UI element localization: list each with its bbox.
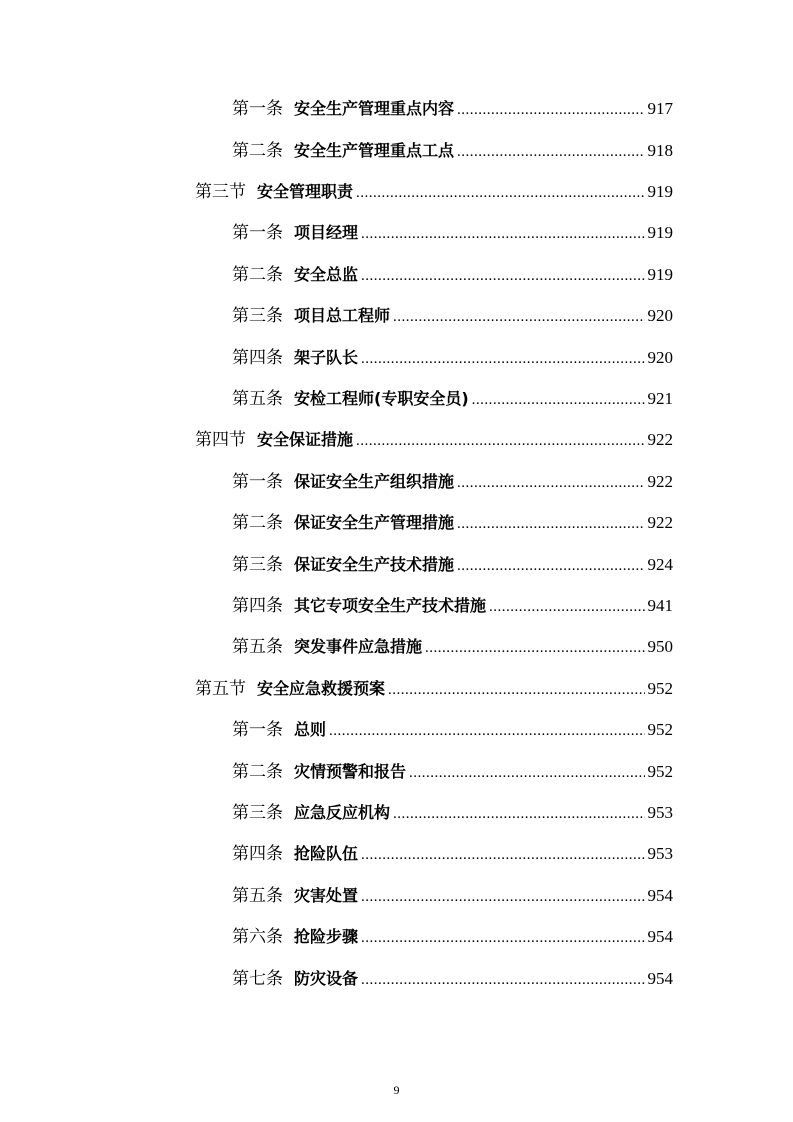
toc-entry[interactable] <box>232 222 673 245</box>
toc-entry-title: 其它专项安全生产技术措施 <box>294 596 487 615</box>
toc-entry-title: 抢险队伍 <box>294 844 359 863</box>
toc-entry-title: 突发事件应急措施 <box>294 637 423 656</box>
toc-entry-title: 抢险步骤 <box>294 927 359 946</box>
toc-entry-number: 第四条 <box>232 596 283 616</box>
toc-entry-title: 架子队长 <box>294 348 359 367</box>
toc-entry[interactable] <box>195 678 673 701</box>
toc-entry-page: 953 <box>647 803 673 822</box>
dot-leader <box>472 389 645 411</box>
toc-entry-number: 第一条 <box>232 472 283 492</box>
toc-entry-number: 第四节 <box>195 430 246 450</box>
dot-leader <box>457 99 644 121</box>
toc-entry-number: 第五条 <box>232 637 283 657</box>
toc-entry-title: 安全应急救援预案 <box>257 679 386 698</box>
toc-entry[interactable] <box>232 885 673 908</box>
toc-entry[interactable] <box>232 471 673 494</box>
toc-entry-page: 954 <box>647 927 673 946</box>
toc-entry-number: 第三条 <box>232 306 283 326</box>
dot-leader <box>457 472 644 494</box>
toc-entry-title: 灾情预警和报告 <box>294 762 407 781</box>
toc-entry[interactable] <box>232 968 673 991</box>
toc-entry-page: 954 <box>647 969 673 988</box>
dot-leader <box>361 844 644 866</box>
toc-entry[interactable] <box>232 264 673 287</box>
toc-entry-title: 安全生产管理重点工点 <box>294 141 455 160</box>
dot-leader <box>457 555 644 577</box>
toc-entry[interactable] <box>195 181 673 204</box>
toc-entry-page: 950 <box>647 637 673 656</box>
toc-entry-page: 917 <box>647 99 673 118</box>
page-number: 9 <box>393 1083 400 1097</box>
toc-entry-title: 安检工程师(专职安全员) <box>294 389 469 408</box>
toc-entry-page: 920 <box>647 348 673 367</box>
dot-leader <box>356 182 644 204</box>
toc-entry[interactable] <box>232 719 673 742</box>
toc-entry-title: 总则 <box>294 720 327 739</box>
toc-entry-number: 第三条 <box>232 555 283 575</box>
toc-entry-number: 第四条 <box>232 844 283 864</box>
toc-entry-page: 922 <box>647 513 673 532</box>
dot-leader <box>457 513 644 535</box>
dot-leader <box>425 637 644 659</box>
toc-entry-page: 954 <box>647 886 673 905</box>
toc-entry-title: 安全管理职责 <box>257 182 354 201</box>
dot-leader <box>393 306 644 328</box>
dot-leader <box>409 762 644 784</box>
toc-entry-title: 项目总工程师 <box>294 306 391 325</box>
dot-leader <box>388 679 644 701</box>
dot-leader <box>361 223 644 245</box>
toc-entry-title: 安全总监 <box>294 265 359 284</box>
toc-entry[interactable] <box>232 554 673 577</box>
toc-entry-page: 953 <box>647 844 673 863</box>
toc-entry-page: 952 <box>647 762 673 781</box>
toc-entry[interactable] <box>232 843 673 866</box>
toc-entry[interactable] <box>232 636 673 659</box>
dot-leader <box>361 265 644 287</box>
dot-leader <box>361 886 644 908</box>
toc-entry-number: 第五节 <box>195 679 246 699</box>
toc-entry-title: 保证安全生产管理措施 <box>294 513 455 532</box>
toc-entry-page: 922 <box>647 430 673 449</box>
toc-entry-page: 919 <box>647 265 673 284</box>
dot-leader <box>361 927 644 949</box>
toc-entry[interactable] <box>232 98 673 121</box>
toc-entry-number: 第三条 <box>232 803 283 823</box>
toc-entry-number: 第六条 <box>232 927 283 947</box>
dot-leader <box>393 803 644 825</box>
toc-entry-page: 919 <box>647 223 673 242</box>
toc-entry-number: 第二条 <box>232 141 283 161</box>
toc-entry-page: 924 <box>647 555 673 574</box>
dot-leader <box>329 720 644 742</box>
toc-entry-title: 保证安全生产组织措施 <box>294 472 455 491</box>
dot-leader <box>457 141 644 163</box>
toc-entry-page: 952 <box>647 679 673 698</box>
toc-entry[interactable] <box>232 388 673 411</box>
toc-entry[interactable] <box>232 140 673 163</box>
toc-entry-title: 安全保证措施 <box>257 430 354 449</box>
toc-entry-number: 第五条 <box>232 389 283 409</box>
toc-entry-title: 安全生产管理重点内容 <box>294 99 455 118</box>
toc-entry-number: 第一条 <box>232 99 283 119</box>
toc-entry-title: 防灾设备 <box>294 969 359 988</box>
toc-entry-page: 920 <box>647 306 673 325</box>
toc-entry-number: 第一条 <box>232 223 283 243</box>
dot-leader <box>356 430 644 452</box>
toc-entry-title: 项目经理 <box>294 223 359 242</box>
toc-entry-title: 保证安全生产技术措施 <box>294 555 455 574</box>
toc-entry-page: 918 <box>647 141 673 160</box>
dot-leader <box>489 596 644 618</box>
toc-entry[interactable] <box>232 595 673 618</box>
toc-entry-number: 第七条 <box>232 969 283 989</box>
toc-entry-title: 灾害处置 <box>294 886 359 905</box>
toc-entry[interactable] <box>232 926 673 949</box>
toc-entry-number: 第一条 <box>232 720 283 740</box>
toc-entry[interactable] <box>232 761 673 784</box>
toc-entry[interactable] <box>232 347 673 370</box>
toc-entry-page: 941 <box>647 596 673 615</box>
toc-entry-page: 919 <box>647 182 673 201</box>
toc-entry-number: 第四条 <box>232 348 283 368</box>
toc-entry-page: 952 <box>647 720 673 739</box>
toc-entry-page: 921 <box>647 389 673 408</box>
toc-entry[interactable] <box>232 305 673 328</box>
dot-leader <box>361 348 644 370</box>
toc-entry-number: 第二条 <box>232 762 283 782</box>
toc-entry-number: 第二条 <box>232 513 283 533</box>
toc-entry-number: 第五条 <box>232 886 283 906</box>
toc-entry[interactable] <box>232 512 673 535</box>
toc-entry-title: 应急反应机构 <box>294 803 391 822</box>
toc-entry[interactable] <box>195 429 673 452</box>
dot-leader <box>361 969 644 991</box>
toc-entry-page: 922 <box>647 472 673 491</box>
toc-entry[interactable] <box>232 802 673 825</box>
toc-entry-number: 第二条 <box>232 265 283 285</box>
toc-entry-number: 第三节 <box>195 182 246 202</box>
